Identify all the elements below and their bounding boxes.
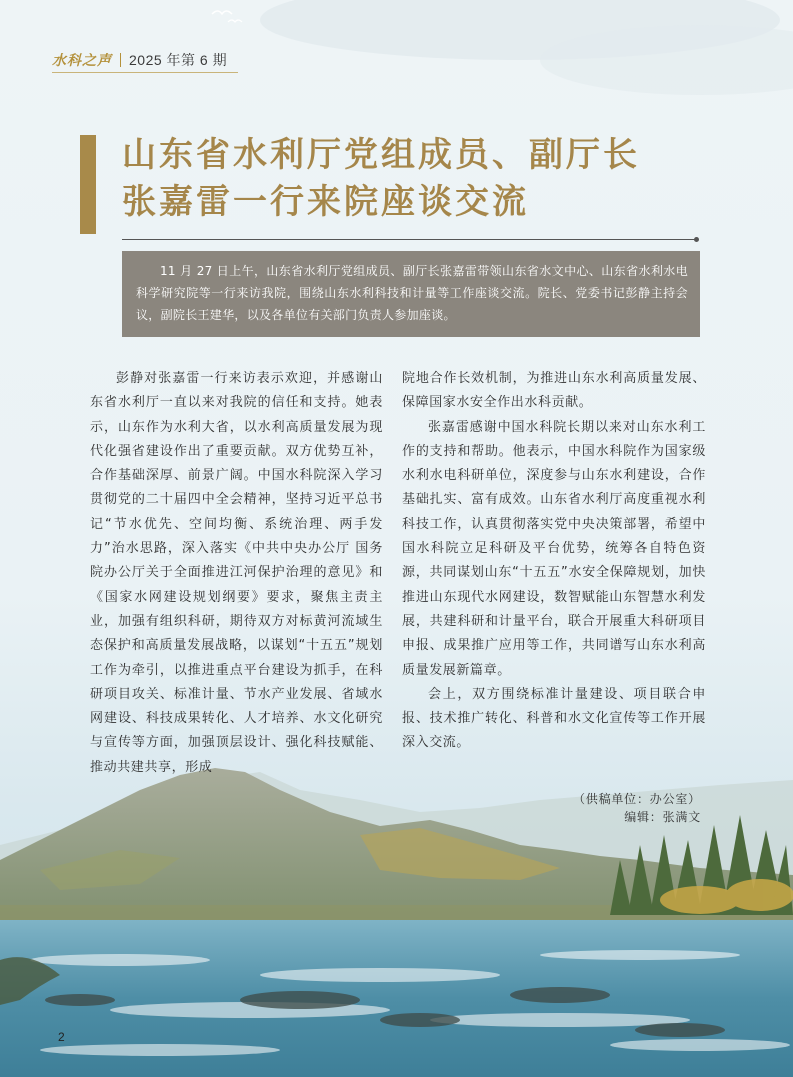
magazine-brand: 水科之声: [52, 53, 112, 69]
article-title: [122, 132, 742, 226]
paragraph: 张嘉雷感谢中国水科院长期以来对山东水利工作的支持和帮助。他表示，中国水科院作为国家级水利水电科研单位，深度参与山东水利建设，合作基础扎实、富有成效。山东省水利厅高度重视水利科技工作，认真贯彻落实党中央决策部署，希望中国水科院立足科研及平台优势，统筹各自特色资源，共同谋划山东“十五五”水安全保障规划，加快推进山东现代水网建设，数智赋能山东智慧水利发展，共建科研和计量平台，联合开展重大科研项目申报、成果推广应用等工作，共同谱写山东水利高质量发展新篇章。: [402, 419, 706, 678]
title-line-1: 山东省水利厅党组成员、副厅长: [122, 135, 640, 175]
intro-box: [122, 251, 700, 337]
title-divider-dot: [694, 237, 699, 242]
paragraph: 院地合作长效机制，为推进山东水利高质量发展、保障国家水安全作出水科贡献。: [402, 371, 706, 411]
title-divider: [122, 239, 696, 240]
body-column-left: [90, 367, 383, 780]
body-column-right: [402, 367, 706, 756]
title-accent-bar: [80, 135, 96, 234]
paragraph: 会上，双方围绕标准计量建设、项目联合申报、技术推广转化、科普和水文化宣传等工作开展深入交流。: [402, 686, 706, 751]
header-rule: [52, 72, 238, 73]
page-header: [52, 50, 227, 70]
issue-label: 2025 年第 6 期: [129, 52, 228, 68]
page-number: 2: [58, 1030, 65, 1044]
source-credit: （供稿单位：办公室）: [572, 792, 701, 806]
header-divider: [120, 53, 121, 67]
paragraph: 彭静对张嘉雷一行来访表示欢迎，并感谢山东省水利厅一直以来对我院的信任和支持。她表示，山东作为水利大省，以水利高质量发展为现代化强省建设作出了重要贡献。双方优势互补，合作基础深厚、前景广阔。中国水科院深入学习贯彻党的二十届四中全会精神，坚持习近平总书记“节水优先、空间均衡、系统治理、两手发力”治水思路，深入落实《中共中央办公厅 国务院办公厅关于全面推进江河保护治理的意见》和《国家水网建设规划纲要》要求，聚焦主责主业，加强有组织科研，期待双方对标黄河流域生态保护和高质量发展战略，以谋划“十五五”规划工作为牵引，以推进重点平台建设为抓手，在科研项目攻关、标准计量、节水产业发展、省域水网建设、科技成果转化、人才培养、水文化研究与宣传等方面，加强顶层设计、强化科技赋能、推动共建共享，形成: [90, 371, 383, 775]
intro-text: 11 月 27 日上午，山东省水利厅党组成员、副厅长张嘉雷带领山东省水文中心、山东省水利水电科学研究院等一行来访我院，围绕山东水利科技和计量等工作座谈交流。院长、党委书记彭静主持会议，副院长王建华，以及各单位有关部门负责人参加座谈。: [136, 264, 688, 322]
title-line-2: 张嘉雷一行来院座谈交流: [122, 182, 529, 222]
editor-credit: 编辑：张满文: [624, 810, 701, 824]
